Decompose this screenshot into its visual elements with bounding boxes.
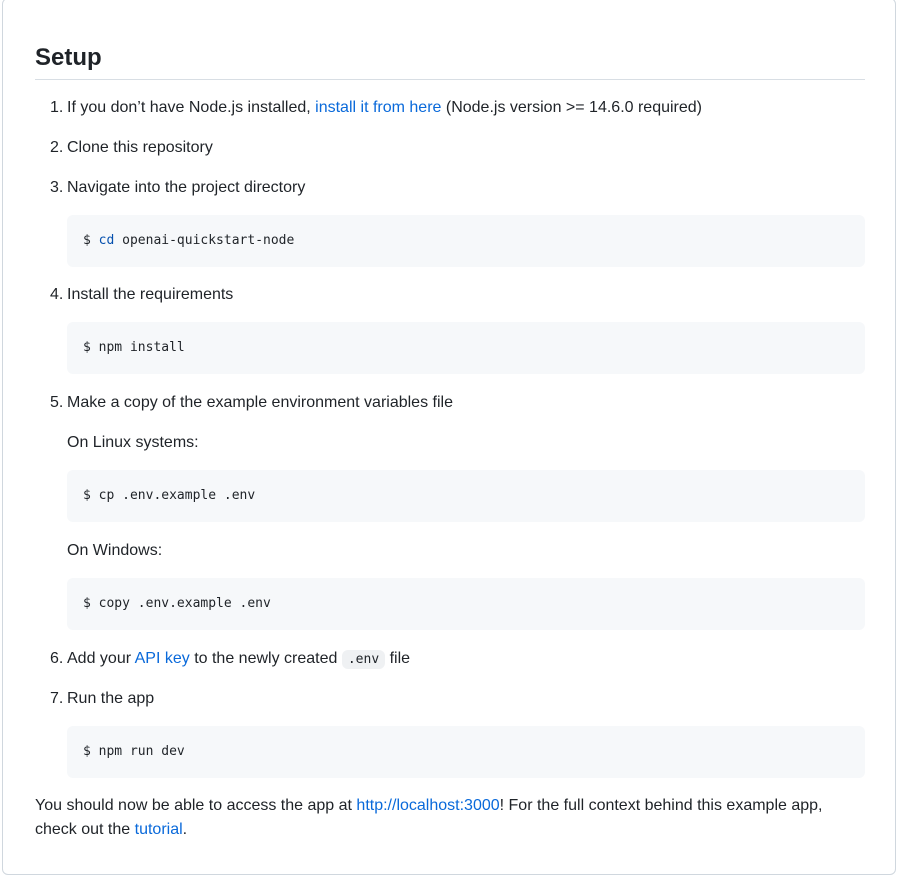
env-inline-code: .env xyxy=(342,650,385,669)
code-block-windows-copy[interactable]: $ copy .env.example .env xyxy=(67,578,865,630)
tutorial-link[interactable]: tutorial xyxy=(134,821,183,838)
step-2 xyxy=(50,136,213,160)
step-number: 7. xyxy=(50,690,64,707)
windows-label: On Windows: xyxy=(67,542,163,559)
step-6-text-mid: to the newly created xyxy=(189,650,342,667)
footer-text: You should now be able to access the app at xyxy=(35,797,357,814)
api-key-link[interactable]: API key xyxy=(134,650,190,667)
step-5 xyxy=(50,391,453,415)
step-number: 1. xyxy=(50,99,64,116)
localhost-link[interactable]: http://localhost:3000 xyxy=(356,797,500,814)
linux-label: On Linux systems: xyxy=(67,434,199,451)
step-number: 5. xyxy=(50,394,64,411)
step-1-text: If you don’t have Node.js installed, xyxy=(67,99,316,116)
code-block-npm-install[interactable]: $ npm install xyxy=(67,322,865,374)
code-block-npm-run-dev[interactable]: $ npm run dev xyxy=(67,726,865,778)
step-number: 4. xyxy=(50,286,64,303)
step-2-text: Clone this repository xyxy=(67,139,213,156)
code-block-cd[interactable] xyxy=(67,215,865,267)
code-block-linux-copy[interactable]: $ cp .env.example .env xyxy=(67,470,865,522)
setup-heading: Setup xyxy=(35,42,865,80)
step-number: 6. xyxy=(50,650,64,667)
step-3 xyxy=(50,176,305,200)
step-3-text: Navigate into the project directory xyxy=(67,179,306,196)
step-1-version-note: (Node.js version >= 14.6.0 required) xyxy=(441,99,703,116)
step-6 xyxy=(50,647,410,672)
code-prompt: $ xyxy=(83,233,91,248)
step-number: 3. xyxy=(50,179,64,196)
code-cd-argument: openai-quickstart-node xyxy=(114,233,295,248)
step-number: 2. xyxy=(50,139,64,156)
step-1 xyxy=(50,96,702,120)
step-4-text: Install the requirements xyxy=(67,286,234,303)
code-cd-keyword: cd xyxy=(98,233,115,248)
step-7-text: Run the app xyxy=(67,690,155,707)
step-6-text-end: file xyxy=(385,650,411,667)
footer-text-mid: ! For the full context behind this example app, check out the xyxy=(35,797,823,838)
step-6-text: Add your xyxy=(67,650,135,667)
step-4 xyxy=(50,283,233,307)
step-5-text: Make a copy of the example environment variables file xyxy=(67,394,453,411)
step-7 xyxy=(50,687,154,711)
footer-paragraph xyxy=(35,794,865,842)
install-node-link[interactable]: install it from here xyxy=(315,99,442,116)
footer-text-end: . xyxy=(182,821,188,838)
